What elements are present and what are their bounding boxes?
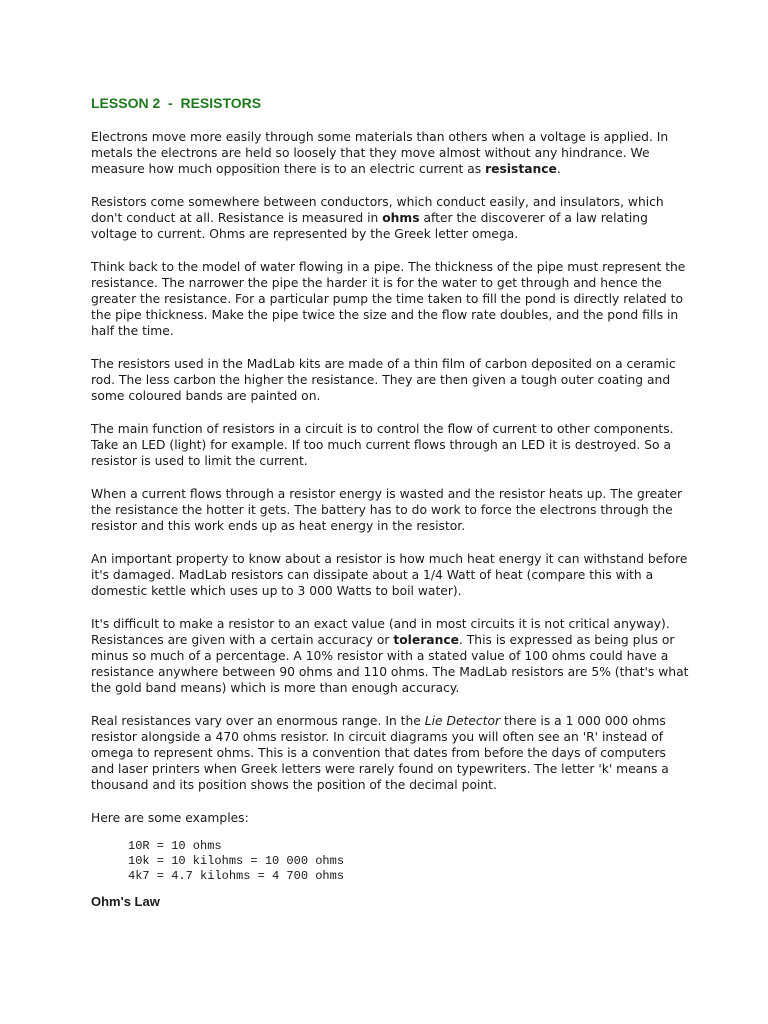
paragraph-text: after the discoverer of a law relating voltage to current. Ohms are represented by the Greek letter omega.	[91, 211, 648, 241]
paragraph-text: .	[556, 162, 561, 176]
paragraph-water-pipe: Think back to the model of water flowing in a pipe. The thickness of the pipe must represent the resistance. The narrower the pipe the harder it is for the water to get through and hence the greater the resistance. For a particular pump the time taken to fill the pond is directly related to the pipe thickness. Make the pipe twice the size and the flow rate doubles, and the pond fills in half the time.	[91, 260, 686, 338]
example-line: 10R = 10 ohms	[128, 839, 222, 853]
example-line: 4k7 = 4.7 kilohms = 4 700 ohms	[128, 869, 345, 883]
examples-block	[128, 839, 691, 884]
paragraph-electrons	[91, 129, 691, 177]
example-line: 10k = 10 kilohms = 10 000 ohms	[128, 854, 345, 868]
document-page	[91, 94, 691, 910]
paragraph-text: Resistors come somewhere between conductors, which conduct easily, and insulators, which don't conduct at all. Resistance is measured in	[91, 195, 664, 225]
term-resistance: resistance	[485, 162, 557, 176]
paragraph-heat: An important property to know about a resistor is how much heat energy it can withstand before it's damaged. MadLab resistors can dissipate about a 1/4 Watt of heat (compare this with a domestic kettle which uses up to 3 000 Watts to boil water).	[91, 552, 688, 598]
paragraph-text: It's difficult to make a resistor to an exact value (and in most circuits it is not critical anyway). Resistances are given with a certain accuracy or	[91, 617, 670, 647]
term-lie-detector: Lie Detector	[424, 714, 501, 728]
term-ohms: ohms	[382, 211, 420, 225]
paragraph-text: there is a 1 000 000 ohms resistor alongside a 470 ohms resistor. In circuit diagrams you will often see an 'R' instead of omega to represent ohms. This is a convention that dates from before the days of computers and laser printers when Greek letters were rarely found on typewriters. The letter 'k' means a thousand and its position shows the position of the decimal point.	[91, 714, 669, 792]
paragraph-examples-intro: Here are some examples:	[91, 811, 249, 825]
paragraph-energy: When a current flows through a resistor energy is wasted and the resistor heats up. The greater the resistance the hotter it gets. The battery has to do work to force the electrons through the resistor and this work ends up as heat energy in the resistor.	[91, 487, 683, 533]
section-heading-ohms-law: Ohm's Law	[91, 894, 160, 909]
paragraph-text: . This is expressed as being plus or minus so much of a percentage. A 10% resistor with a stated value of 100 ohms could have a resistance anywhere between 90 ohms and 110 ohms. The MadLab resistors are 5% (that's what the gold band means) which is more than enough accuracy.	[91, 633, 689, 695]
paragraph-main-function: The main function of resistors in a circuit is to control the flow of current to other components. Take an LED (light) for example. If too much current flows through an LED it is destroyed. So a resistor is used to limit the current.	[91, 422, 674, 468]
term-tolerance: tolerance	[393, 633, 459, 647]
paragraph-text: Real resistances vary over an enormous range. In the	[91, 714, 425, 728]
paragraph-text: Electrons move more easily through some materials than others when a voltage is applied. In metals the electrons are held so loosely that they move almost without any hindrance. We measure how much opposition there is to an electric current as	[91, 130, 669, 176]
paragraph-ohms	[91, 194, 691, 242]
lesson-title: LESSON 2 - RESISTORS	[91, 95, 262, 111]
paragraph-madlab-resistors: The resistors used in the MadLab kits are made of a thin film of carbon deposited on a ceramic rod. The less carbon the higher the resistance. They are then given a tough outer coating and some coloured bands are painted on.	[91, 357, 676, 403]
paragraph-tolerance	[91, 616, 691, 696]
paragraph-resistance-range	[91, 713, 691, 793]
